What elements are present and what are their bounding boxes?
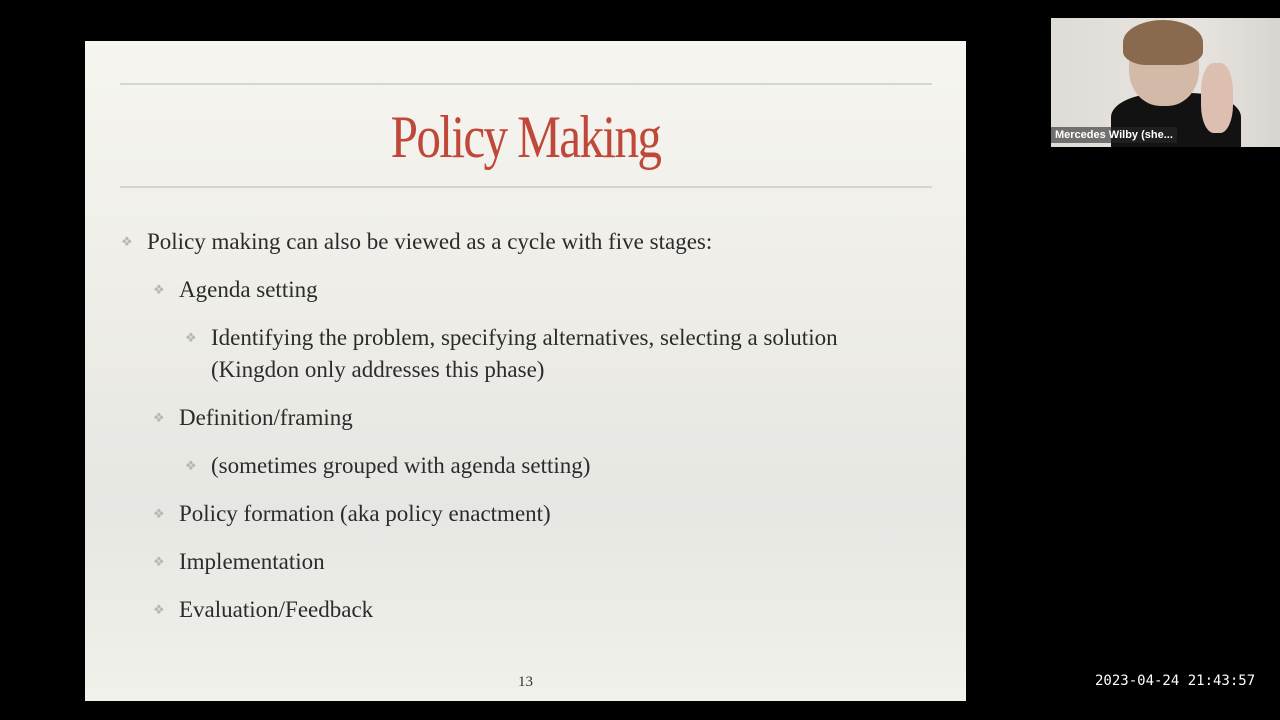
diamond-bullet-icon: ❖ xyxy=(121,234,133,249)
participant-name-label: Mercedes Wilby (she... xyxy=(1051,127,1177,143)
bullet-level3 xyxy=(185,450,885,482)
bullet-level2 xyxy=(153,594,913,626)
bullet-text: Identifying the problem, specifying alternatives, selecting a solution (Kingdon only addresses this phase) xyxy=(211,325,838,382)
participant-hair xyxy=(1123,20,1203,65)
bullet-text: (sometimes grouped with agenda setting) xyxy=(211,453,591,478)
presentation-slide xyxy=(85,41,966,701)
bullet-text: Implementation xyxy=(179,549,325,574)
bullet-text: Agenda setting xyxy=(179,277,318,302)
bullet-level2 xyxy=(153,498,913,530)
slide-page-number: 13 xyxy=(518,674,533,690)
bullet-text: Evaluation/Feedback xyxy=(179,597,374,622)
slide-title: Policy Making xyxy=(390,104,661,170)
bullet-level2 xyxy=(153,402,913,434)
diamond-bullet-icon: ❖ xyxy=(153,410,165,425)
bullet-text: Definition/framing xyxy=(179,405,353,430)
bullet-text: Policy making can also be viewed as a cycle with five stages: xyxy=(147,229,713,254)
bullet-text: Policy formation (aka policy enactment) xyxy=(179,501,551,526)
participant-video-tile[interactable] xyxy=(1051,18,1280,147)
diamond-bullet-icon: ❖ xyxy=(153,506,165,521)
recording-timestamp: 2023-04-24 21:43:57 xyxy=(1095,673,1256,689)
diamond-bullet-icon: ❖ xyxy=(153,554,165,569)
top-divider xyxy=(120,83,932,85)
participant-hand xyxy=(1201,63,1233,133)
diamond-bullet-icon: ❖ xyxy=(185,330,197,345)
bottom-divider xyxy=(120,186,932,188)
bullet-level3 xyxy=(185,322,875,386)
bullet-level1 xyxy=(121,226,921,258)
bullet-level2 xyxy=(153,274,913,306)
bullet-level2 xyxy=(153,546,913,578)
diamond-bullet-icon: ❖ xyxy=(153,602,165,617)
diamond-bullet-icon: ❖ xyxy=(153,282,165,297)
diamond-bullet-icon: ❖ xyxy=(185,458,197,473)
